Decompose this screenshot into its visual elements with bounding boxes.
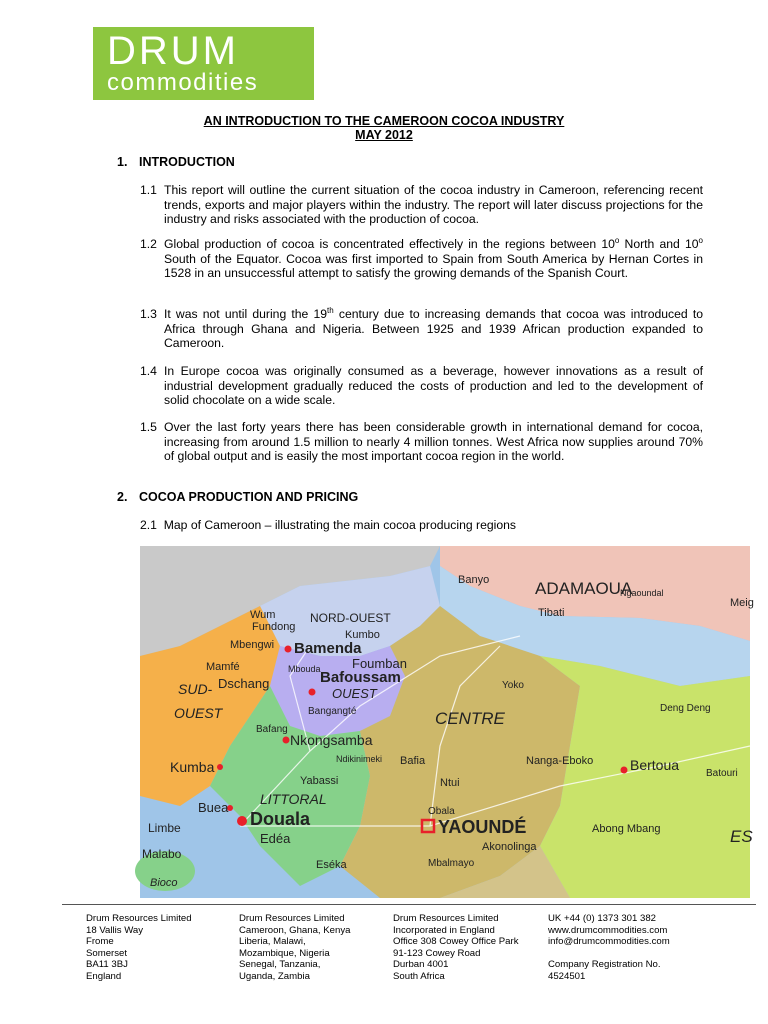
paragraph-number: 1.3	[140, 307, 157, 321]
map-label-est: ES	[730, 827, 753, 846]
map-label-yaounde: YAOUNDÉ	[438, 817, 527, 837]
map-label-obala: Obala	[428, 806, 455, 817]
paragraph-1-4	[140, 364, 703, 408]
paragraph-text: Global production of cocoa is concentrated effectively in the regions between 10$^o$ North and 10$^o$ South of the Equator. Cocoa was first imported to Spain from South America by Hernan Cortes in 1528 in an unsuccessful attempt to satisfy the growing demands of the Spanish Court.	[164, 235, 703, 281]
section-1-heading	[117, 155, 235, 169]
footer-column-uk	[86, 913, 192, 983]
paragraph-text: In Europe cocoa was originally consumed as a beverage, however innovations as a result of industrial development gradually reduced the costs of production and led to the development of solid chocolate on a wide scale.	[164, 364, 703, 408]
map-label-eseka: Eséka	[316, 859, 347, 871]
map-label-bioco: Bioco	[150, 877, 178, 889]
city-marker-nkongsamba	[283, 737, 290, 744]
paragraph-1-2	[140, 237, 703, 281]
footer-line: Liberia, Malawi,	[239, 936, 306, 948]
map-label-fundong: Fundong	[252, 621, 296, 633]
paragraph-1-3	[140, 307, 703, 351]
logo-line-1: DRUM	[107, 29, 239, 73]
paragraph-number: 1.4	[140, 364, 157, 378]
section-2-heading	[117, 490, 358, 504]
map-label-meiganga: Meig	[730, 597, 754, 609]
footer-spacer	[548, 948, 670, 960]
map-label-abong-mbang: Abong Mbang	[592, 823, 661, 835]
footer-line: Drum Resources Limited	[239, 913, 345, 924]
map-label-bamenda: Bamenda	[294, 640, 362, 657]
paragraph-text: This report will outline the current situation of the cocoa industry in Cameroon, referencing recent trends, exports and major players within the industry. The report will later discuss projections for the industry and risks associated with the production of cocoa.	[164, 183, 703, 227]
footer-line: England	[86, 970, 122, 982]
map-label-bafoussam: Bafoussam	[320, 669, 401, 686]
map-label-dschang: Dschang	[218, 676, 270, 691]
map-label-banyo: Banyo	[458, 574, 490, 586]
section-2-title: COCOA PRODUCTION AND PRICING	[139, 490, 359, 504]
paragraph-number: 1.5	[140, 420, 157, 434]
map-label-ntui: Ntui	[440, 777, 460, 789]
map-label-mbengwi: Mbengwi	[230, 639, 275, 651]
footer-registration-label: Company Registration No.	[548, 959, 661, 971]
map-label-sud-ouest-2: OUEST	[174, 705, 223, 721]
paragraph-text: Over the last forty years there has been considerable growth in international demand for cocoa, increasing from around 1.5 million to nearly 4 million tonnes. West Africa now supplies around 70% of global output and is easily the most important cocoa region in the world.	[164, 420, 703, 464]
map-label-douala: Douala	[250, 809, 311, 829]
paragraph-1-5	[140, 420, 703, 464]
footer-line: 18 Vallis Way	[86, 924, 144, 936]
section-2-number: 2.	[117, 490, 128, 504]
map-label-bertoua: Bertoua	[630, 757, 680, 773]
footer-phone: UK +44 (0) 1373 301 382	[548, 913, 657, 924]
map-label-sud-ouest-1: SUD-	[178, 681, 213, 697]
map-label-wum: Wum	[250, 609, 276, 621]
map-label-bangangte: Bangangté	[308, 706, 357, 717]
map-label-kumba: Kumba	[170, 759, 215, 775]
map-svg	[140, 546, 754, 898]
paragraph-number: 1.1	[140, 183, 157, 197]
city-marker-bamenda	[285, 646, 292, 653]
footer-divider	[62, 904, 756, 905]
cameroon-region-map	[140, 546, 754, 898]
drum-commodities-logo	[93, 27, 314, 100]
map-label-bafang: Bafang	[256, 724, 288, 735]
map-label-nkongsamba: Nkongsamba	[290, 732, 373, 748]
footer-column-contact	[548, 913, 670, 983]
map-label-nanga-eboko: Nanga-Eboko	[526, 755, 594, 767]
map-label-kumbo: Kumbo	[345, 629, 380, 641]
document-date: MAY 2012	[355, 128, 413, 142]
map-label-yabassi: Yabassi	[300, 775, 339, 787]
footer-website-link[interactable]: www.drumcommodities.com	[548, 924, 668, 936]
map-label-centre: CENTRE	[435, 709, 505, 728]
map-label-limbe: Limbe	[148, 821, 181, 835]
map-label-deng-deng: Deng Deng	[660, 703, 711, 714]
section-1-title: INTRODUCTION	[139, 155, 235, 169]
map-label-akonolinga: Akonolinga	[482, 841, 537, 853]
footer-line: Drum Resources Limited	[393, 913, 499, 924]
footer-line: Somerset	[86, 947, 128, 959]
city-marker-douala	[237, 816, 247, 826]
footer-column-africa	[239, 913, 350, 983]
footer-line: Cameroon, Ghana, Kenya	[239, 924, 351, 936]
footer-registration-number: 4524501	[548, 970, 586, 982]
document-title: AN INTRODUCTION TO THE CAMEROON COCOA INDUSTRY	[203, 114, 565, 128]
map-label-malabo: Malabo	[142, 847, 182, 861]
footer-line: Drum Resources Limited	[86, 913, 192, 924]
map-label-ouest: OUEST	[332, 686, 377, 701]
footer-line: Uganda, Zambia	[239, 970, 310, 982]
footer-column-south-africa	[393, 913, 519, 983]
map-label-tibati: Tibati	[538, 607, 565, 619]
map-label-mbalmayo: Mbalmayo	[428, 858, 475, 869]
map-label-mbouda: Mbouda	[288, 664, 321, 674]
map-label-foumban: Foumban	[352, 656, 407, 671]
footer-line: BA11 3BJ	[86, 959, 128, 971]
map-label-littoral: LITTORAL	[260, 791, 327, 807]
map-label-bafia: Bafia	[400, 755, 426, 767]
map-caption-number: 2.1	[140, 518, 157, 532]
paragraph-1-1	[140, 183, 703, 227]
footer-line: Office 308 Cowey Office Park	[393, 936, 519, 948]
footer-line: Senegal, Tanzania,	[239, 959, 321, 971]
map-label-batouri: Batouri	[706, 768, 738, 779]
footer-line: South Africa	[393, 970, 445, 982]
map-label-edea: Edéa	[260, 831, 291, 846]
footer-line: Mozambique, Nigeria	[239, 947, 330, 959]
city-marker-bertoua	[621, 767, 628, 774]
footer-line: Durban 4001	[393, 959, 449, 971]
map-label-ngaoundal: Ngaoundal	[620, 588, 664, 598]
section-1-number: 1.	[117, 155, 128, 169]
paragraph-number: 1.2	[140, 237, 157, 251]
city-marker-bafoussam	[309, 689, 316, 696]
city-marker-kumba	[217, 764, 223, 770]
map-label-yoko: Yoko	[502, 680, 524, 691]
map-label-buea: Buea	[198, 800, 229, 815]
map-label-nord-ouest: NORD-OUEST	[310, 611, 391, 625]
footer-email-link[interactable]: info@drumcommodities.com	[548, 936, 670, 948]
footer-line: Frome	[86, 936, 114, 948]
logo-line-2: commodities	[107, 69, 259, 96]
paragraph-text: It was not until during the 19th century due to increasing demands that cocoa was introduced to Africa through Ghana and Nigeria. Between 1925 and 1939 African production expanded to Cameroon.	[164, 305, 703, 351]
map-label-mamfe: Mamfé	[206, 661, 240, 673]
map-caption-text: Map of Cameroon – illustrating the main cocoa producing regions	[163, 518, 517, 532]
map-label-ndikinimeki: Ndikinimeki	[336, 754, 383, 764]
map-caption	[140, 518, 516, 532]
footer-line: 91-123 Cowey Road	[393, 947, 481, 959]
map-label-adamaoua: ADAMAOUA	[535, 579, 633, 598]
footer-line: Incorporated in England	[393, 924, 495, 936]
